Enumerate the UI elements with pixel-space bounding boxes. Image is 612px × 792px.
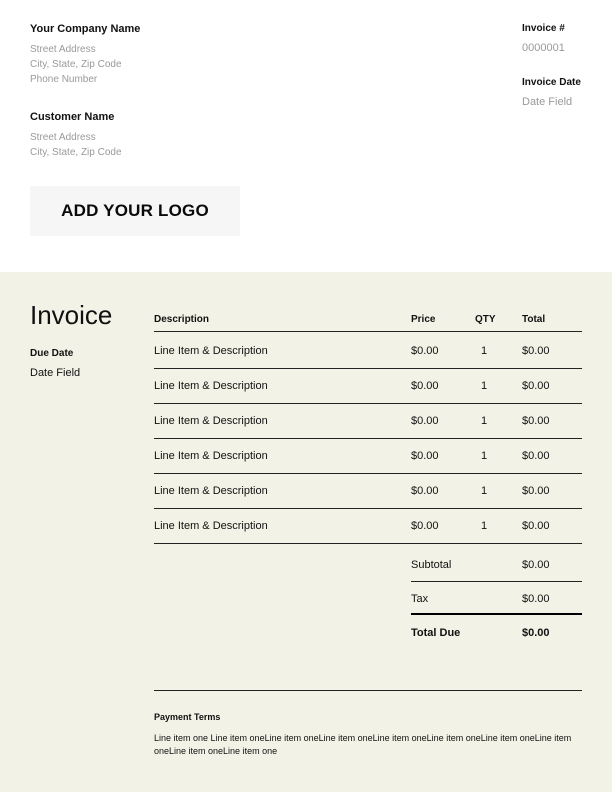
row-description: Line Item & Description: [154, 520, 268, 532]
column-header-description: Description: [154, 314, 210, 325]
row-total: $0.00: [522, 485, 550, 497]
company-street: Street Address: [30, 44, 96, 55]
row-divider: [154, 368, 582, 369]
row-price: $0.00: [411, 485, 439, 497]
row-total: $0.00: [522, 380, 550, 392]
header-divider: [154, 331, 582, 332]
column-header-total: Total: [522, 314, 546, 325]
row-price: $0.00: [411, 415, 439, 427]
payment-terms-text: Line item one Line item oneLine item oneLine item oneLine item oneLine item oneLine item oneLine item oneLine item oneLine item one: [154, 733, 572, 756]
customer-city: City, State, Zip Code: [30, 147, 122, 158]
subtotal-label: Subtotal: [411, 559, 452, 571]
terms-divider: [154, 690, 582, 691]
column-header-price: Price: [411, 314, 436, 325]
tax-divider: [411, 613, 582, 615]
row-description: Line Item & Description: [154, 485, 268, 497]
row-description: Line Item & Description: [154, 450, 268, 462]
row-total: $0.00: [522, 520, 550, 532]
row-total: $0.00: [522, 345, 550, 357]
row-price: $0.00: [411, 520, 439, 532]
row-description: Line Item & Description: [154, 380, 268, 392]
customer-street: Street Address: [30, 132, 96, 143]
row-qty: 1: [480, 345, 488, 357]
row-description: Line Item & Description: [154, 345, 268, 357]
company-city: City, State, Zip Code: [30, 59, 122, 70]
company-phone: Phone Number: [30, 74, 98, 85]
row-description: Line Item & Description: [154, 415, 268, 427]
subtotal-divider: [411, 581, 582, 582]
due-date-label: Due Date: [30, 348, 74, 359]
row-price: $0.00: [411, 345, 439, 357]
row-qty: 1: [480, 520, 488, 532]
row-qty: 1: [480, 485, 488, 497]
tax-value: $0.00: [522, 593, 550, 605]
row-total: $0.00: [522, 450, 550, 462]
row-divider: [154, 508, 582, 509]
invoice-body-section: [0, 272, 612, 792]
row-divider: [154, 473, 582, 474]
total-due-label: Total Due: [411, 627, 461, 639]
row-divider: [154, 403, 582, 404]
row-price: $0.00: [411, 380, 439, 392]
row-divider: [154, 543, 582, 544]
due-date-value: Date Field: [30, 367, 81, 379]
row-qty: 1: [480, 415, 488, 427]
logo-placeholder: ADD YOUR LOGO: [30, 186, 240, 236]
invoice-header-section: [0, 0, 612, 272]
invoice-number-label: Invoice #: [522, 23, 565, 34]
company-name: Your Company Name: [30, 23, 141, 35]
row-qty: 1: [480, 450, 488, 462]
invoice-title: Invoice: [30, 300, 113, 330]
subtotal-value: $0.00: [522, 559, 550, 571]
row-price: $0.00: [411, 450, 439, 462]
payment-terms-label: Payment Terms: [154, 712, 221, 722]
invoice-number-value: 0000001: [522, 42, 565, 54]
tax-label: Tax: [411, 593, 429, 605]
row-total: $0.00: [522, 415, 550, 427]
row-qty: 1: [480, 380, 488, 392]
customer-name: Customer Name: [30, 111, 115, 123]
row-divider: [154, 438, 582, 439]
total-due-value: $0.00: [522, 627, 550, 639]
column-header-qty: QTY: [475, 314, 496, 325]
invoice-date-label: Invoice Date: [522, 77, 581, 88]
invoice-date-value: Date Field: [522, 96, 573, 108]
